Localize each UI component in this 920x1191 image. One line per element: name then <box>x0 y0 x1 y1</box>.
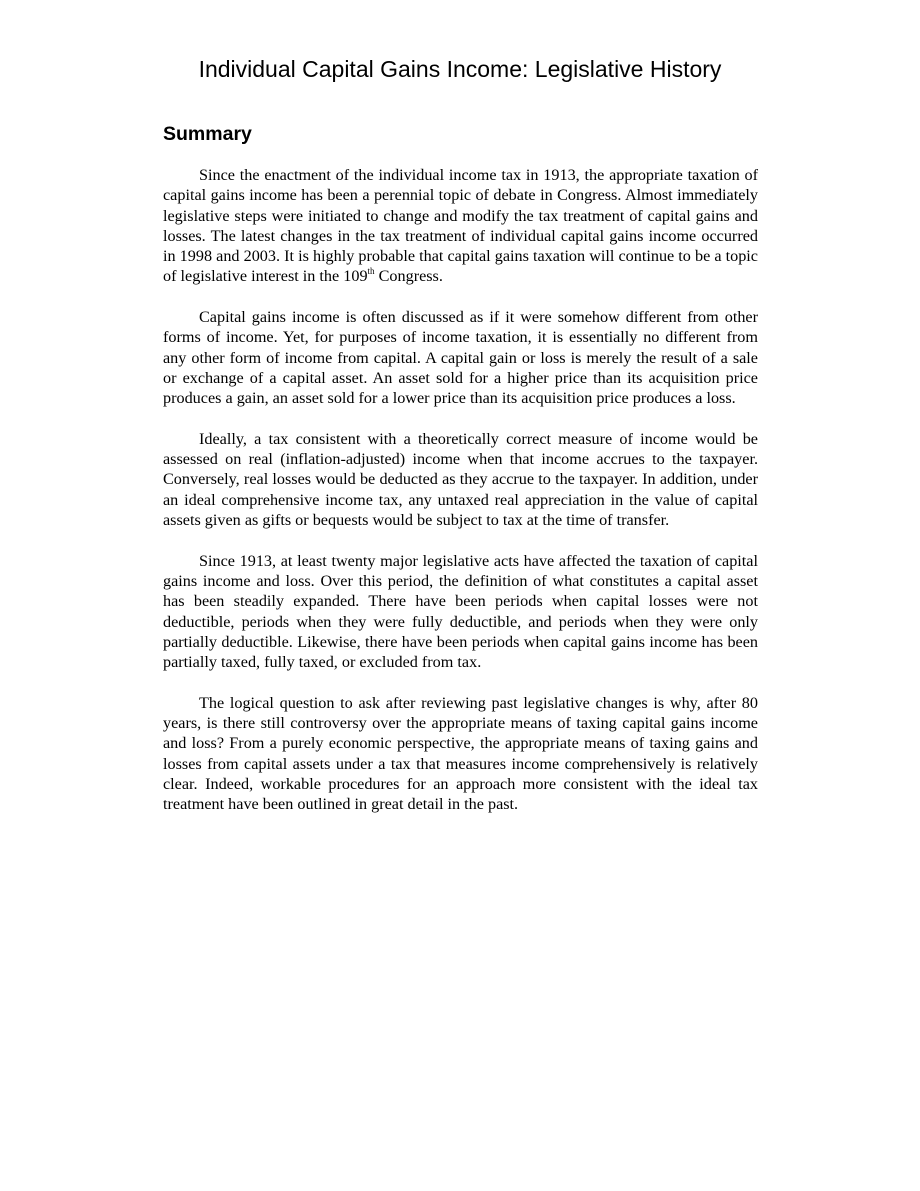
paragraph-1-text: Since the enactment of the individual income tax in 1913, the appropriate taxation of capital gains income has been a perennial topic of debate in Congress. Almost immediately legislative steps were initiated to change and modify the tax treatment of capital gains and losses. The latest changes in the tax treatment of individual capital gains income occurred in 1998 and 2003. It is highly probable that capital gains taxation will continue to be a topic of legislative interest in the 109 <box>163 166 758 286</box>
summary-body <box>163 165 758 835</box>
paragraph-1 <box>163 165 758 287</box>
paragraph-4: Since 1913, at least twenty major legislative acts have affected the taxation of capital gains income and loss. Over this period, the definition of what constitutes a capital asset has been steadily expanded. There have been periods when capital losses were not deductible, periods when they were fully deductible, and periods when they were only partially deductible. Likewise, there have been periods when capital gains income has been partially taxed, fully taxed, or excluded from tax. <box>163 551 758 672</box>
section-heading-summary: Summary <box>163 123 252 145</box>
paragraph-3: Ideally, a tax consistent with a theoretically correct measure of income would be assessed on real (inflation-adjusted) income when that income accrues to the taxpayer. Conversely, real losses would be deducted as they accrue to the taxpayer. In addition, under an ideal comprehensive income tax, any untaxed real appreciation in the value of capital assets given as gifts or bequests would be subject to tax at the time of transfer. <box>163 429 758 530</box>
paragraph-1-tail: Congress. <box>374 267 443 286</box>
paragraph-2: Capital gains income is often discussed as if it were somehow different from other forms of income. Yet, for purposes of income taxation, it is essentially no different from any other form of income from capital. A capital gain or loss is merely the result of a sale or exchange of a capital asset. An asset sold for a higher price than its acquisition price produces a gain, an asset sold for a lower price than its acquisition price produces a loss. <box>163 308 758 408</box>
paragraph-5: The logical question to ask after reviewing past legislative changes is why, after 80 years, is there still controversy over the appropriate means of taxing capital gains income and loss? From a purely economic perspective, the appropriate means of taxing gains and losses from capital assets under a tax that measures income comprehensively is relatively clear. Indeed, workable procedures for an approach more consistent with the ideal tax treatment have been outlined in great detail in the past. <box>163 693 758 814</box>
document-title: Individual Capital Gains Income: Legislative History <box>198 56 722 82</box>
ordinal-superscript: th <box>367 266 375 277</box>
